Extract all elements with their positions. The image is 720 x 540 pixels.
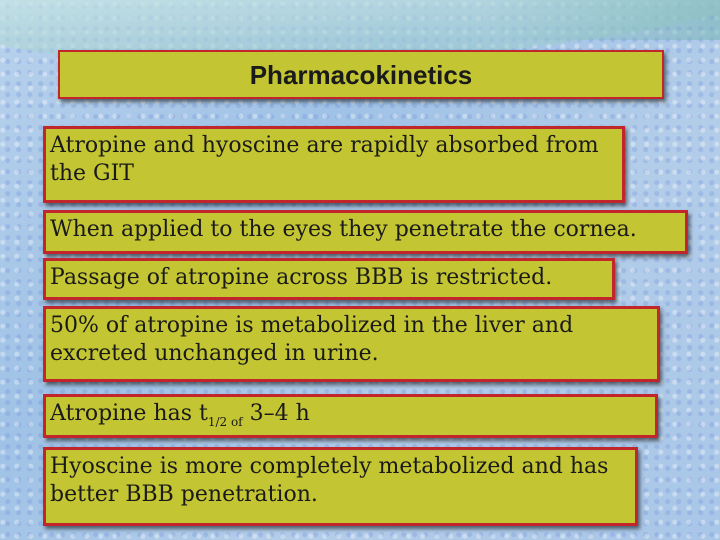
- background-swoosh-right: [480, 0, 720, 40]
- point-hyoscine: Hyoscine is more completely metabolized and has better BBB penetration.: [43, 447, 638, 526]
- half-life-subscript: 1/2 of: [207, 415, 243, 429]
- slide-title: Pharmacokinetics: [58, 50, 664, 99]
- point-half-life: [43, 394, 658, 438]
- point-bbb-restricted: Passage of atropine across BBB is restricted.: [43, 258, 615, 300]
- half-life-value: 3–4 h: [249, 401, 310, 426]
- half-life-prefix: Atropine has t: [50, 401, 208, 426]
- point-metabolism: 50% of atropine is metabolized in the liver and excreted unchanged in urine.: [43, 306, 660, 382]
- point-absorption: Atropine and hyoscine are rapidly absorbed from the GIT: [43, 126, 625, 203]
- point-eyes-cornea: When applied to the eyes they penetrate the cornea.: [43, 210, 688, 254]
